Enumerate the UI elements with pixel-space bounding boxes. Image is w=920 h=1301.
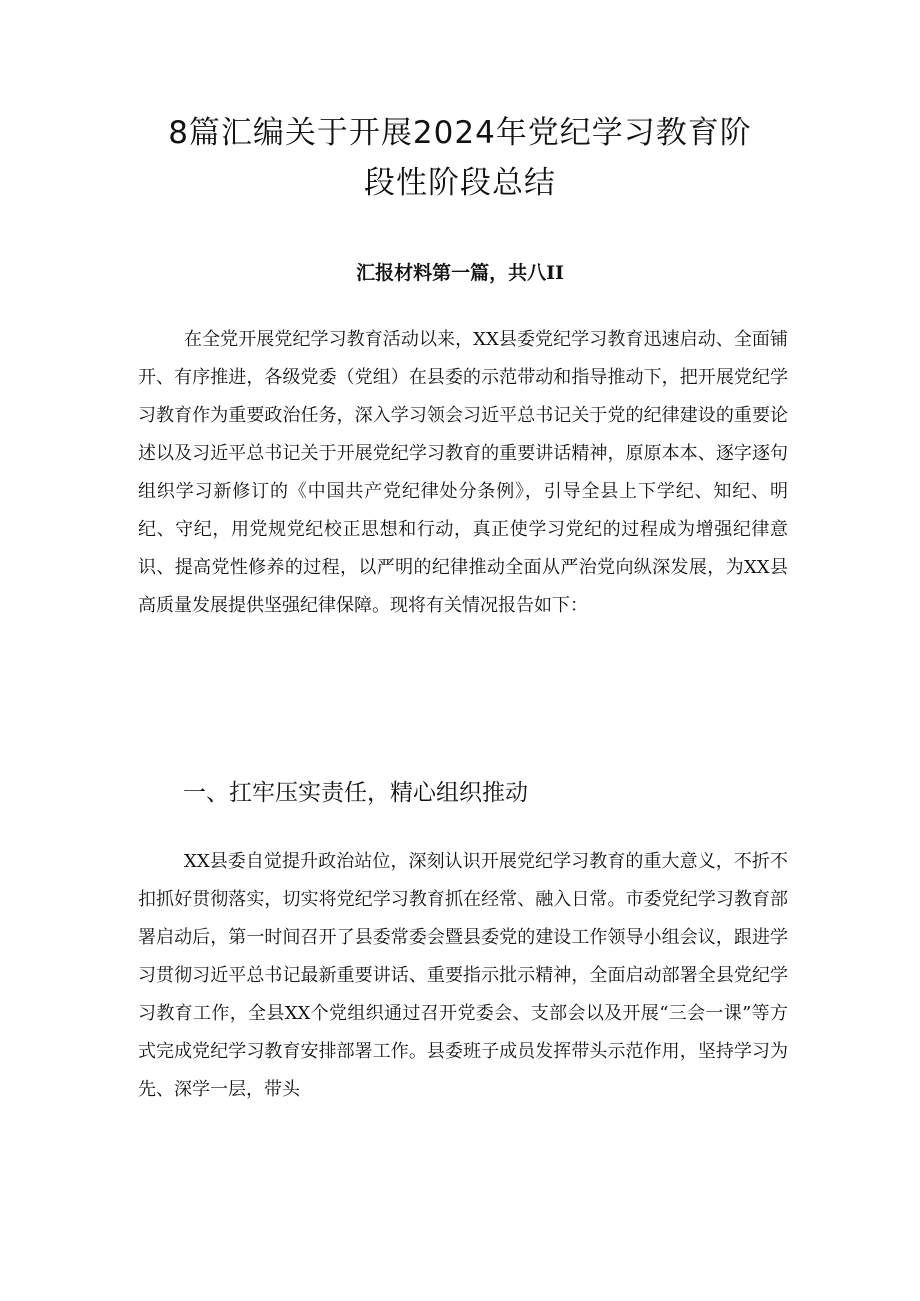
body-paragraph: XX县委自觉提升政治站位，深刻认识开展党纪学习教育的重大意义，不折不扣抓好贯彻落实，切实将党纪学习教育抓在经常、融入日常。市委党纪学习教育部署启动后，第一时间召开了县委常委会暨县委党的建设工作领导小组会议，跟进学习贯彻习近平总书记最新重要讲话、重要指示批示精神，全面启动部署全县党纪学习教育工作，全县XX个党组织通过召开党委会、支部会以及开展“三会一课”等方式完成党纪学习教育安排部署工作。县委班子成员发挥带头示范作用，坚持学习为先、深学一层，带头 xyxy=(138,851,788,1100)
section-heading: 一、扛牢压实责任，精心组织推动 xyxy=(183,780,528,806)
document-title-line-1: 8篇汇编关于开展2024年党纪学习教育阶 xyxy=(168,115,752,151)
intro-paragraph: 在全党开展党纪学习教育活动以来，XX县委党纪学习教育迅速启动、全面铺开、有序推进，各级党委（党组）在县委的示范带动和指导推动下，把开展党纪学习教育作为重要政治任务，深入学习领会习近平总书记关于党的纪律建设的重要论述以及习近平总书记关于开展党纪学习教育的重要讲话精神，原原本本、逐字逐句组织学习新修订的《中国共产党纪律处分条例》，引导全县上下学纪、知纪、明纪、守纪，用党规党纪校正思想和行动，真正使学习党纪的过程成为增强纪律意识、提高党性修养的过程，以严明的纪律推动全面从严治党向纵深发展，为XX县高质量发展提供坚强纪律保障。现将有关情况报告如下： xyxy=(138,329,788,616)
document-title-line-2: 段性阶段总结 xyxy=(364,165,556,201)
document-subtitle: 汇报材料第一篇，共八II xyxy=(356,262,564,284)
